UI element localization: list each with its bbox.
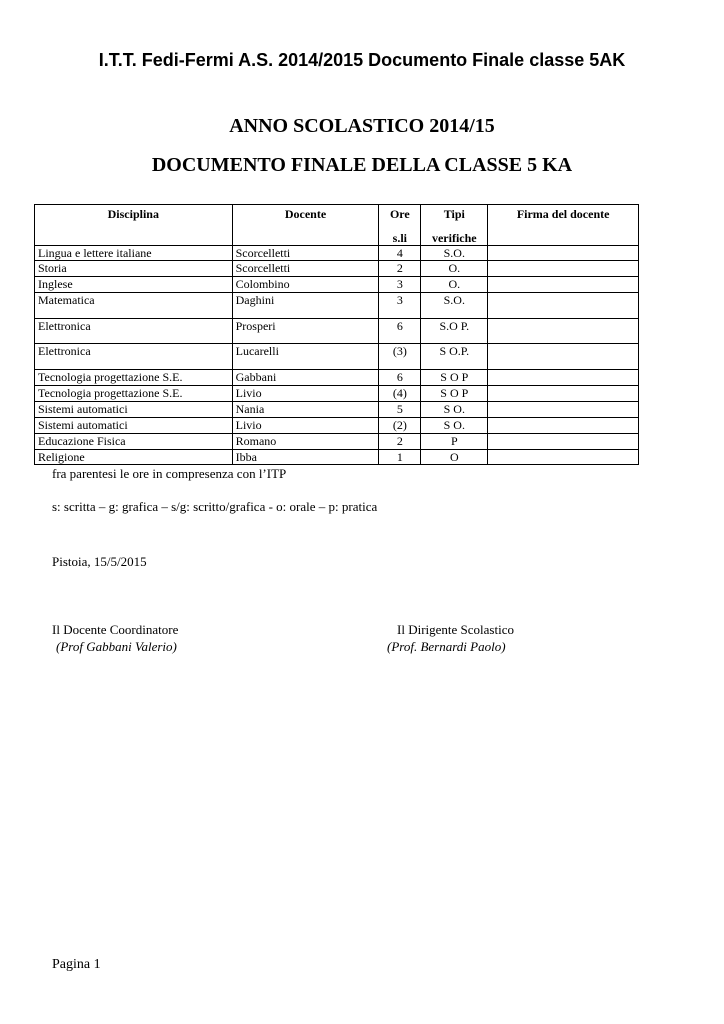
cell-tipi: S O.P. [421,344,488,370]
cell-firma [488,434,639,450]
cell-disciplina: Tecnologia progettazione S.E. [35,386,233,402]
cell-docente: Livio [232,386,379,402]
cell-disciplina: Tecnologia progettazione S.E. [35,370,233,386]
document-title-year: ANNO SCOLASTICO 2014/15 [229,115,495,137]
cell-ore: 3 [379,293,421,319]
cell-firma [488,370,639,386]
cell-firma [488,277,639,293]
cell-docente: Ibba [232,450,379,465]
cell-firma [488,418,639,434]
cell-docente: Colombino [232,277,379,293]
table-row [35,293,639,319]
cell-docente: Gabbani [232,370,379,386]
cell-ore: 2 [379,434,421,450]
cell-disciplina: Religione [35,450,233,465]
header-ore [379,205,421,246]
page-header: I.T.T. Fedi-Fermi A.S. 2014/2015 Documento Finale classe 5AK [98,50,626,70]
table-row [35,450,639,465]
coordinatore-name: (Prof Gabbani Valerio) [56,639,177,654]
cell-docente: Lucarelli [232,344,379,370]
table-row [35,261,639,277]
table-row [35,402,639,418]
header-firma: Firma del docente [488,205,639,246]
cell-tipi: S O P [421,386,488,402]
table-row [35,370,639,386]
cell-ore: 6 [379,319,421,344]
cell-tipi: O [421,450,488,465]
cell-docente: Romano [232,434,379,450]
cell-firma [488,319,639,344]
header-ore-line1: Ore [389,207,410,221]
cell-tipi: S.O P. [421,319,488,344]
header-tipi [421,205,488,246]
cell-docente: Livio [232,418,379,434]
cell-disciplina: Lingua e lettere italiane [35,246,233,261]
cell-ore: (3) [379,344,421,370]
subjects-table [34,204,639,465]
cell-tipi: S.O. [421,246,488,261]
cell-docente: Prosperi [232,319,379,344]
header-tipi-line2: verifiche [431,231,477,245]
coordinatore-role: Il Docente Coordinatore [52,622,179,637]
header-docente: Docente [232,205,379,246]
cell-firma [488,386,639,402]
table-row [35,319,639,344]
cell-disciplina: Sistemi automatici [35,418,233,434]
cell-disciplina: Inglese [35,277,233,293]
cell-tipi: O. [421,277,488,293]
cell-firma [488,246,639,261]
document-title-class: DOCUMENTO FINALE DELLA CLASSE 5 KA [151,154,573,176]
cell-tipi: S.O. [421,293,488,319]
cell-disciplina: Educazione Fisica [35,434,233,450]
table-row [35,277,639,293]
cell-ore: 4 [379,246,421,261]
cell-firma [488,402,639,418]
cell-tipi: P [421,434,488,450]
cell-disciplina: Elettronica [35,344,233,370]
header-ore-line2: s.li [392,231,408,245]
cell-disciplina: Matematica [35,293,233,319]
cell-disciplina: Sistemi automatici [35,402,233,418]
cell-disciplina: Storia [35,261,233,277]
cell-ore: 2 [379,261,421,277]
table-row [35,418,639,434]
cell-docente: Scorcelletti [232,246,379,261]
table-row [35,386,639,402]
cell-docente: Scorcelletti [232,261,379,277]
table-row [35,246,639,261]
cell-firma [488,344,639,370]
cell-firma [488,261,639,277]
cell-tipi: S O. [421,418,488,434]
page-footer: Pagina 1 [52,957,101,972]
cell-docente: Daghini [232,293,379,319]
cell-tipi: S O P [421,370,488,386]
cell-ore: 5 [379,402,421,418]
cell-firma [488,293,639,319]
cell-ore: (4) [379,386,421,402]
cell-firma [488,450,639,465]
cell-ore: (2) [379,418,421,434]
note-legenda: s: scritta – g: grafica – s/g: scritto/grafica - o: orale – p: pratica [52,499,378,514]
table-row [35,434,639,450]
cell-tipi: S O. [421,402,488,418]
dirigente-role: Il Dirigente Scolastico [397,622,514,637]
table-header-row [35,205,639,246]
table-row [35,344,639,370]
dirigente-name: (Prof. Bernardi Paolo) [387,639,506,654]
header-tipi-line1: Tipi [443,207,465,221]
header-disciplina: Disciplina [35,205,233,246]
cell-ore: 1 [379,450,421,465]
cell-ore: 6 [379,370,421,386]
note-compresenza: fra parentesi le ore in compresenza con l’ITP [52,466,287,481]
cell-ore: 3 [379,277,421,293]
cell-docente: Nania [232,402,379,418]
cell-disciplina: Elettronica [35,319,233,344]
cell-tipi: O. [421,261,488,277]
place-date: Pistoia, 15/5/2015 [52,554,147,569]
